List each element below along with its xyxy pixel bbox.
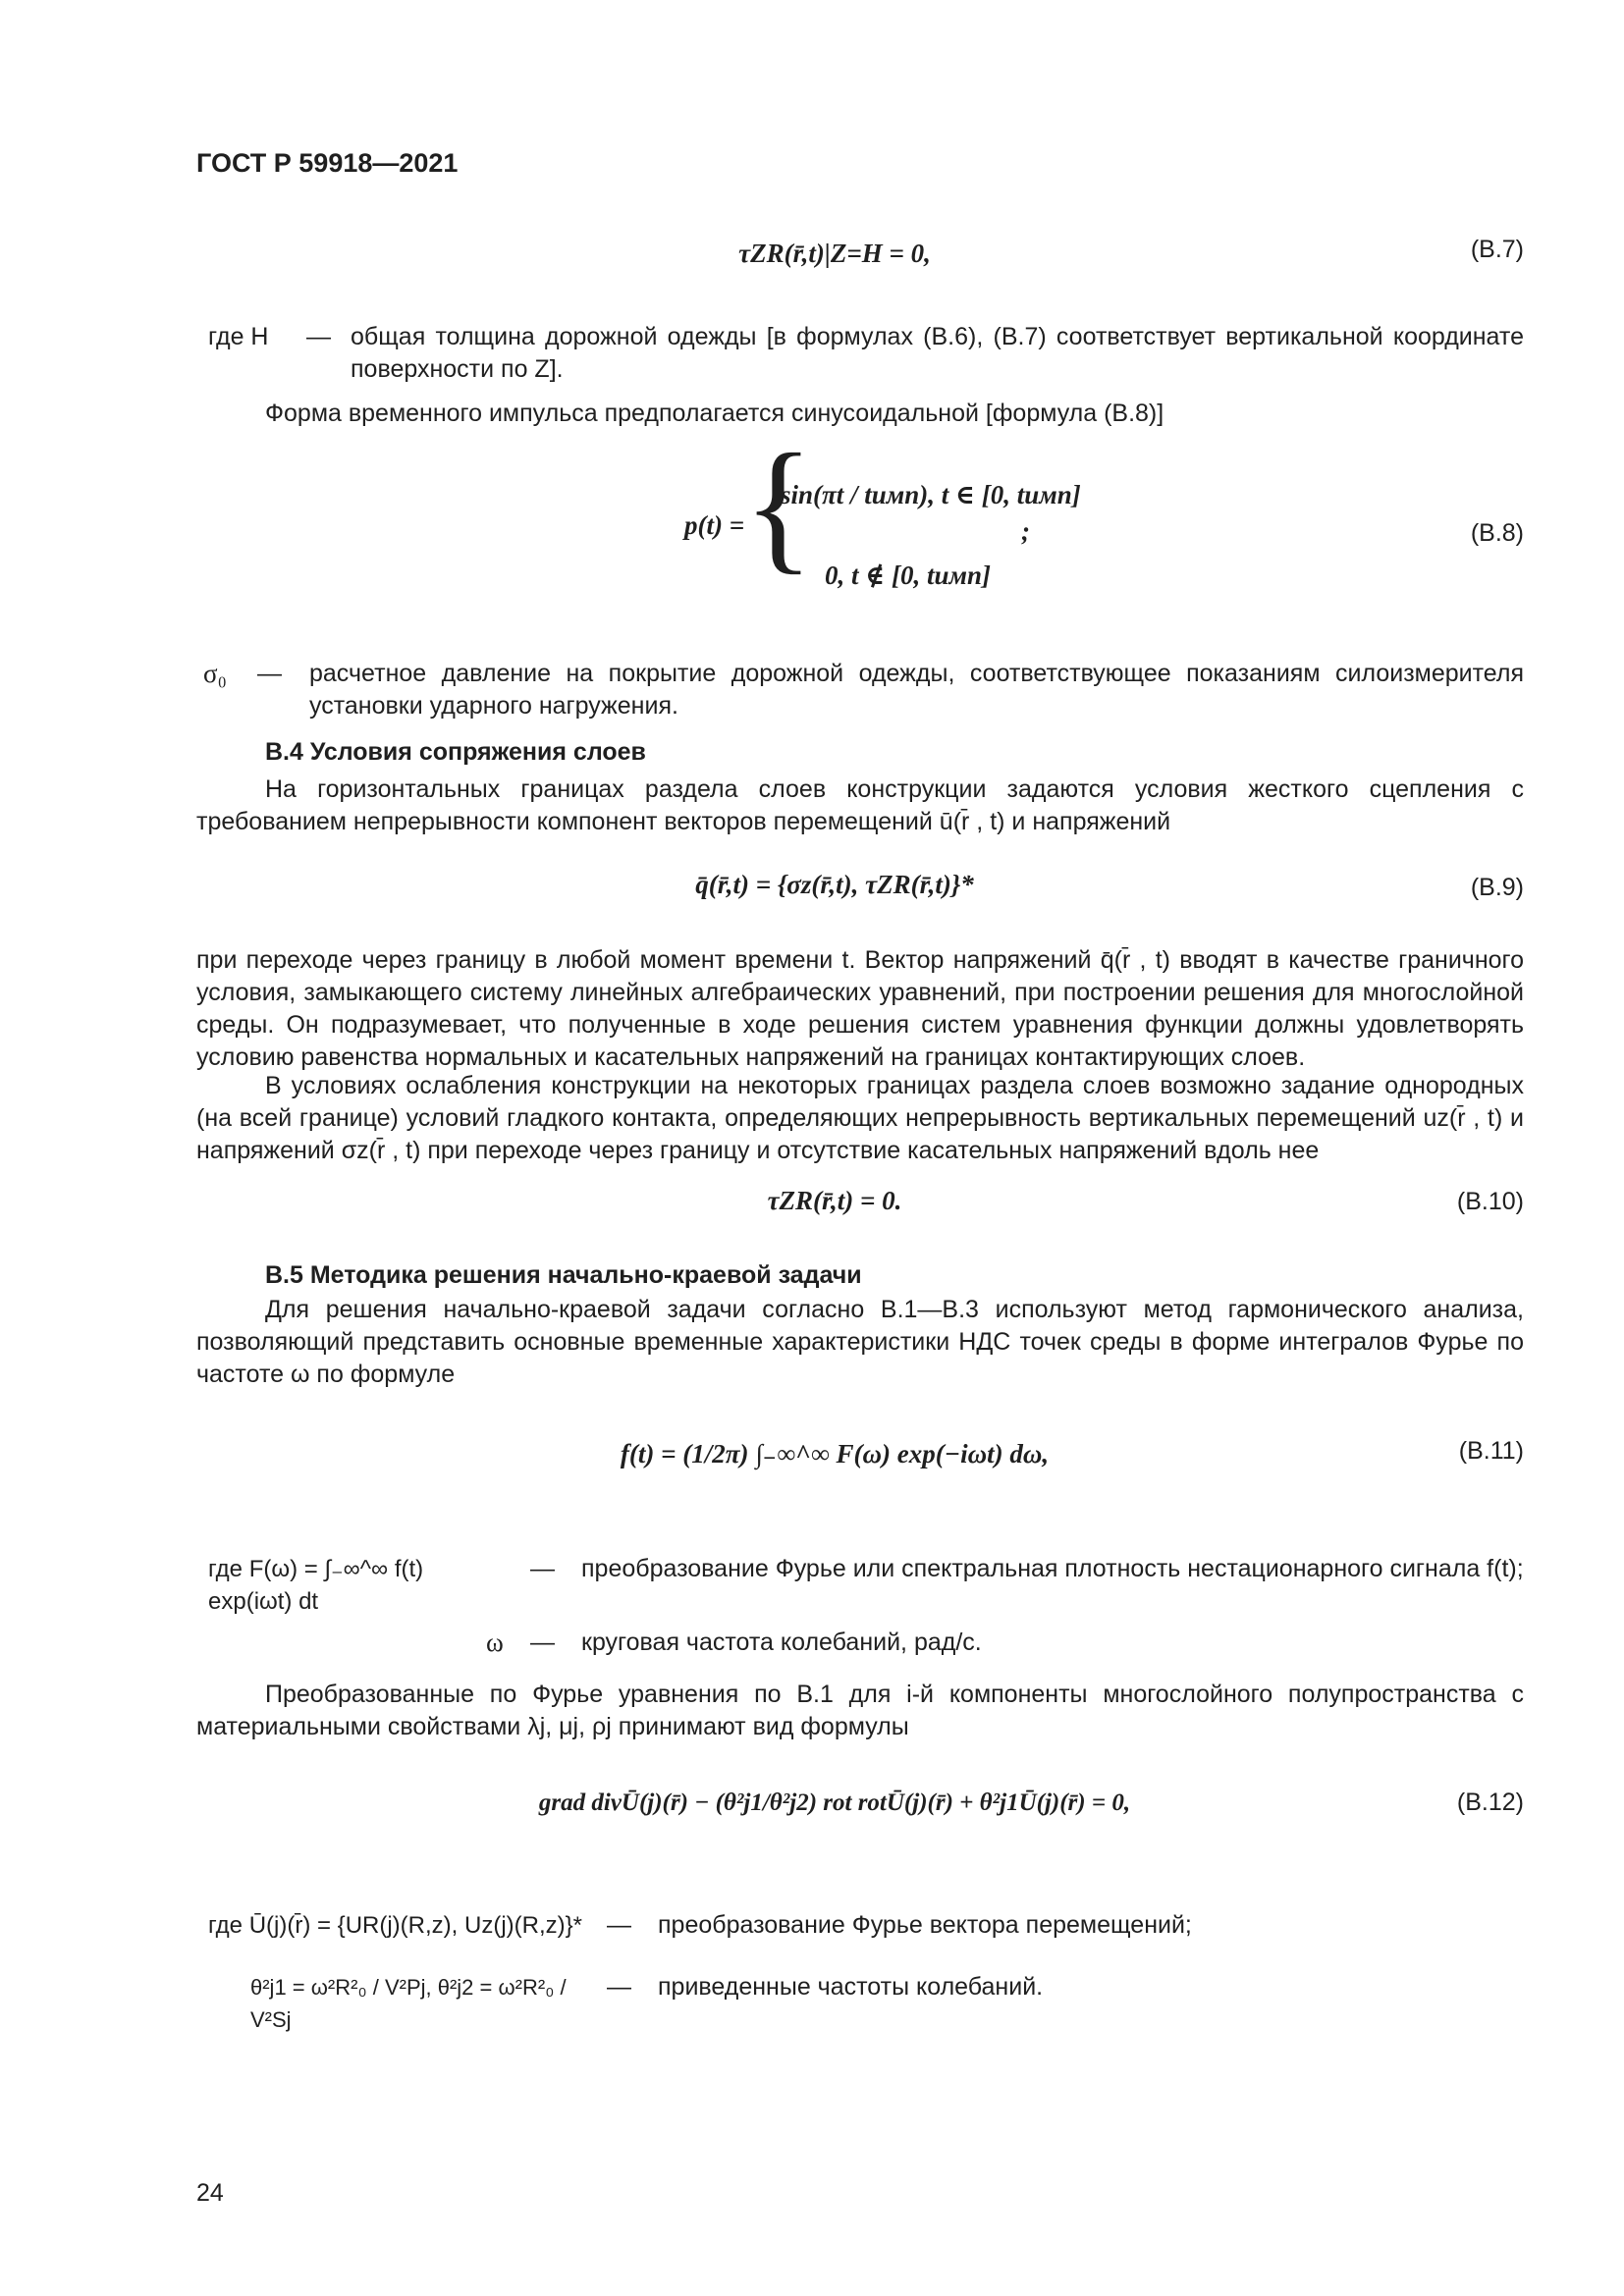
definition-symbol-u: где Ū(j)(r̄) = {UR(j)(R,z), Uz(j)(R,z)}* (208, 1912, 582, 1939)
equation-b8-case1: sin(πt / tимп), t ∈ [0, tимп] (781, 480, 1081, 509)
equation-number-b8: (В.8) (1470, 519, 1524, 547)
definition-text-f: преобразование Фурье или спектральная плотность нестационарного сигнала f(t); (581, 1555, 1524, 1582)
brace-icon: { (743, 424, 814, 587)
paragraph-b4-1: На горизонтальных границах раздела слоев конструкции задаются условия жесткого сцепления с требованием непрерывности компонент векторов перемещений ū(r̄ , t) и напряжений (196, 775, 1524, 835)
equation-number-b9: (В.9) (1470, 874, 1524, 901)
definition-symbol-f: где F(ω) = ∫₋∞^∞ f(t) exp(iωt) dt (208, 1556, 424, 1615)
definition-symbol-omega: ω (486, 1628, 504, 1657)
section-heading-b5: В.5 Методика решения начально-краевой задачи (265, 1261, 862, 1289)
equation-number-b12: (В.12) (1456, 1789, 1524, 1816)
equation-number-b7: (В.7) (1470, 236, 1524, 263)
definition-text-theta: приведенные частоты колебаний. (658, 1973, 1044, 2001)
equation-b10: τZR(r̄,t) = 0. (767, 1186, 902, 1215)
definition-symbol-theta: θ²j1 = ω²R²₀ / V²Pj, θ²j2 = ω²R²₀ / V²Sj (250, 1975, 567, 2032)
definition-dash: — (306, 323, 331, 350)
equation-number-b11: (В.11) (1458, 1437, 1524, 1465)
equation-b7: τZR(r̄,t)|Z=H = 0, (738, 239, 931, 268)
definition-dash: — (257, 660, 282, 687)
definition-text-omega: круговая частота колебаний, рад/с. (581, 1629, 982, 1656)
definition-dash: — (530, 1555, 555, 1582)
definition-symbol-h: где H (208, 323, 269, 350)
paragraph-b5-2: Преобразованные по Фурье уравнения по В.1 для i-й компоненты многослойного полупространства с материальными свойствами λj, μj, ρj принимают вид формулы (196, 1681, 1524, 1740)
definition-symbol-sigma: σ₀ (203, 659, 227, 688)
definition-dash: — (607, 1973, 631, 2001)
page-number: 24 (196, 2179, 224, 2207)
paragraph-b4-2: при переходе через границу в любой момент времени t. Вектор напряжений q̄(r̄ , t) вводят в качестве граничного условия, замыкающего систему линейных алгебраических уравнений, при построении решения для многослойной среды. Он подразумевает, что полученные в ходе решения систем уравнения функции должны удовлетворять условию равенства нормальных и касательных напряжений на границах контактирующих слоев. (196, 946, 1524, 1071)
paragraph-b4-3: В условиях ослабления конструкции на некоторых границах раздела слоев возможно задание однородных (на всей границе) условий гладкого контакта, определяющих непрерывность вертикальных перемещений uz(r̄ , t) и напряжений σz(r̄ , t) при переходе через границу и отсутствие касательных напряжений вдоль нее (196, 1072, 1524, 1164)
equation-b8-tail: ; (1021, 516, 1030, 546)
equation-b9: q̄(r̄,t) = {σz(r̄,t), τZR(r̄,t)}* (695, 870, 974, 899)
definition-text-h: общая толщина дорожной одежды [в формулах (В.6), (В.7) соответствует вертикальной координате поверхности по Z]. (351, 323, 1524, 383)
intro-b8: Форма временного импульса предполагается синусоидальной [формула (В.8)] (265, 400, 1164, 427)
definition-text-u: преобразование Фурье вектора перемещений; (658, 1911, 1192, 1939)
equation-number-b10: (В.10) (1456, 1188, 1524, 1215)
equation-b12: grad divŪ(j)(r̄) − (θ²j1/θ²j2) rot rotŪ(j)(r̄) + θ²j1Ū(j)(r̄) = 0, (538, 1789, 1131, 1816)
definition-text-sigma: расчетное давление на покрытие дорожной одежды, соответствующее показаниям силоизмерителя установки ударного нагружения. (309, 660, 1524, 720)
definition-dash: — (607, 1911, 631, 1939)
equation-b8-case2: 0, t ∉ [0, tимп] (825, 561, 992, 590)
paragraph-b5-1: Для решения начально-краевой задачи согласно В.1—В.3 используют метод гармонического анализа, позволяющий представить основные временные характеристики НДС точек среды в форме интегралов Фурье по частоте ω по формуле (196, 1296, 1524, 1388)
equation-b11: f(t) = (1/2π) ∫₋∞^∞ F(ω) exp(−iωt) dω, (620, 1439, 1050, 1468)
document-header: ГОСТ Р 59918—2021 (196, 148, 459, 178)
equation-b8-lhs: p(t) = (684, 510, 745, 540)
definition-dash: — (530, 1629, 555, 1656)
section-heading-b4: В.4 Условия сопряжения слоев (265, 738, 646, 766)
